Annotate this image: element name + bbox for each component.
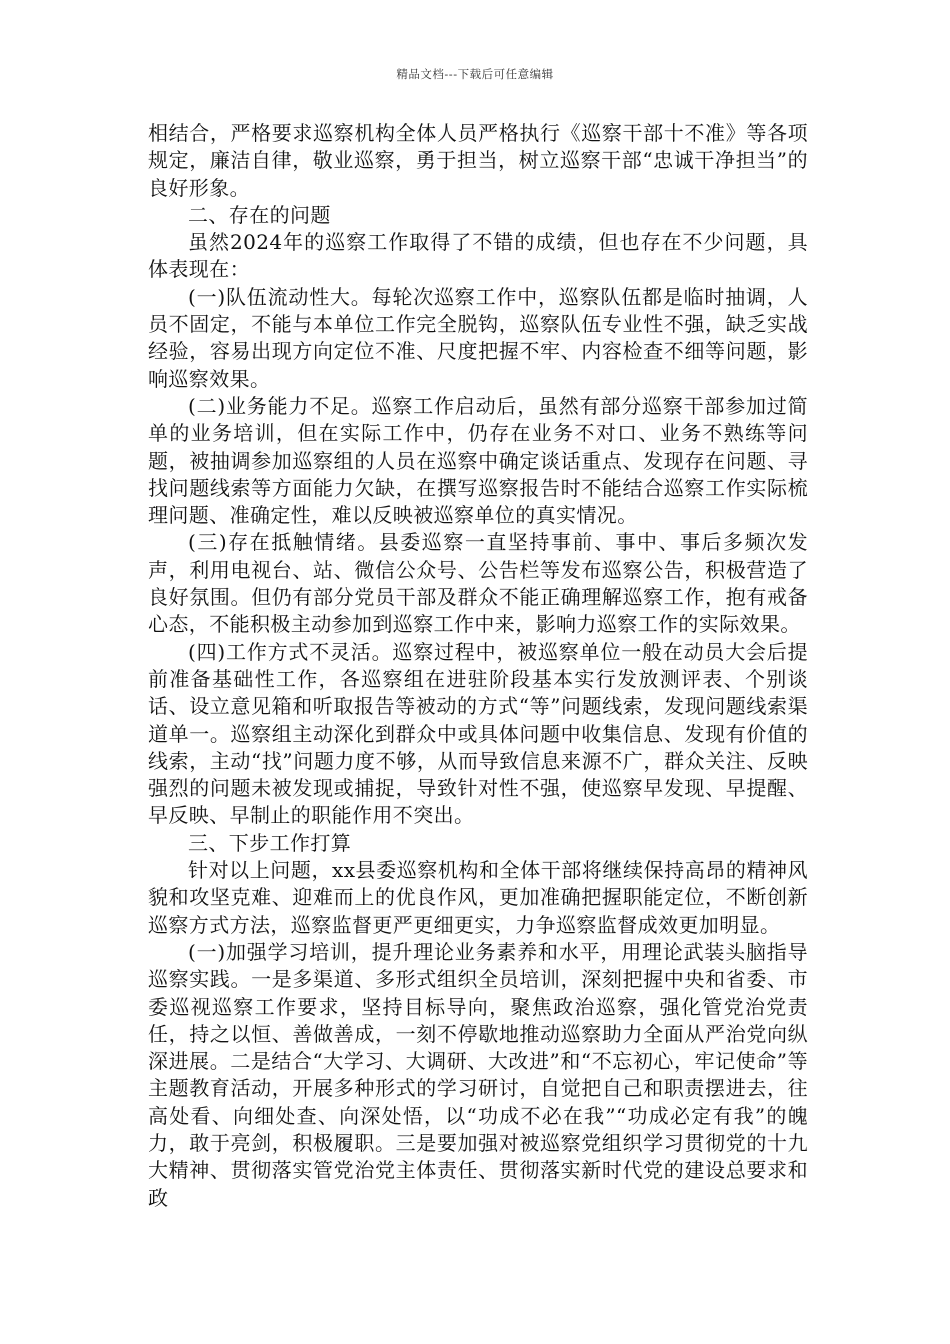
- paragraph-problems-overview: 虽然2024年的巡察工作取得了不错的成绩，但也存在不少问题，具体表现在：: [148, 230, 808, 282]
- paragraph-problem-3: (三)存在抵触情绪。县委巡察一直坚持事前、事中、事后多频次发声，利用电视台、站、微信公众号、公告栏等发布巡察公告，积极营造了良好氛围。但仍有部分党员干部及群众不能正确理解巡察工作，抱有戒备心态，不能积极主动参加到巡察工作中来，影响力巡察工作的实际效果。: [148, 530, 808, 637]
- paragraph-next-steps-overview: 针对以上问题，xx县委巡察机构和全体干部将继续保持高昂的精神风貌和攻坚克难、迎难而上的优良作风，更加准确把握职能定位，不断创新巡察方式方法，巡察监督更严更细更实，力争巡察监督成效更加明显。: [148, 858, 808, 937]
- page-header: 精品文档---下载后可任意编辑: [396, 67, 554, 81]
- document-body: [148, 120, 808, 1212]
- section-heading-next-steps: 三、下步工作打算: [188, 830, 352, 855]
- paragraph-intro-continuation: 相结合，严格要求巡察机构全体人员严格执行《巡察干部十不准》等各项规定，廉洁自律，敬业巡察，勇于担当，树立巡察干部“忠诚干净担当”的良好形象。: [148, 121, 808, 200]
- section-heading-problems: 二、存在的问题: [188, 202, 331, 227]
- paragraph-problem-1: (一)队伍流动性大。每轮次巡察工作中，巡察队伍都是临时抽调，人员不固定，不能与本单位工作完全脱钩，巡察队伍专业性不强，缺乏实战经验，容易出现方向定位不准、尺度把握不牢、内容检查不细等问题，影响巡察效果。: [148, 284, 808, 391]
- paragraph-problem-2: (二)业务能力不足。巡察工作启动后，虽然有部分巡察干部参加过简单的业务培训，但在实际工作中，仍存在业务不对口、业务不熟练等问题，被抽调参加巡察组的人员在巡察中确定谈话重点、发现存在问题、寻找问题线索等方面能力欠缺，在撰写巡察报告时不能结合巡察工作实际梳理问题、准确定性，难以反映被巡察单位的真实情况。: [148, 393, 808, 528]
- paragraph-plan-1: (一)加强学习培训，提升理论业务素养和水平，用理论武装头脑指导巡察实践。一是多渠道、多形式组织全员培训，深刻把握中央和省委、市委巡视巡察工作要求，坚持目标导向，聚焦政治巡察，强化管党治党责任，持之以恒、善做善成，一刻不停歇地推动巡察助力全面从严治党向纵深进展。二是结合“大学习、大调研、大改进”和“不忘初心，牢记使命”等主题教育活动，开展多种形式的学习研讨，自觉把自己和职责摆进去，往高处看、向细处查、向深处悟，以“功成不必在我”“功成必定有我”的魄力，敢于亮剑，积极履职。三是要加强对被巡察党组织学习贯彻党的十九大精神、贯彻落实管党治党主体责任、贯彻落实新时代党的建设总要求和政: [148, 939, 808, 1210]
- paragraph-problem-4: (四)工作方式不灵活。巡察过程中，被巡察单位一般在动员大会后提前准备基础性工作，各巡察组在进驻阶段基本实行发放测评表、个别谈话、设立意见箱和听取报告等被动的方式“等”问题线索，发现问题线索渠道单一。巡察组主动深化到群众中或具体问题中收集信息、发现有价值的线索，主动“找”问题力度不够，从而导致信息来源不广，群众关注、反映强烈的问题未被发现或捕捉，导致针对性不强，使巡察早发现、早提醒、早反映、早制止的职能作用不突出。: [148, 639, 808, 828]
